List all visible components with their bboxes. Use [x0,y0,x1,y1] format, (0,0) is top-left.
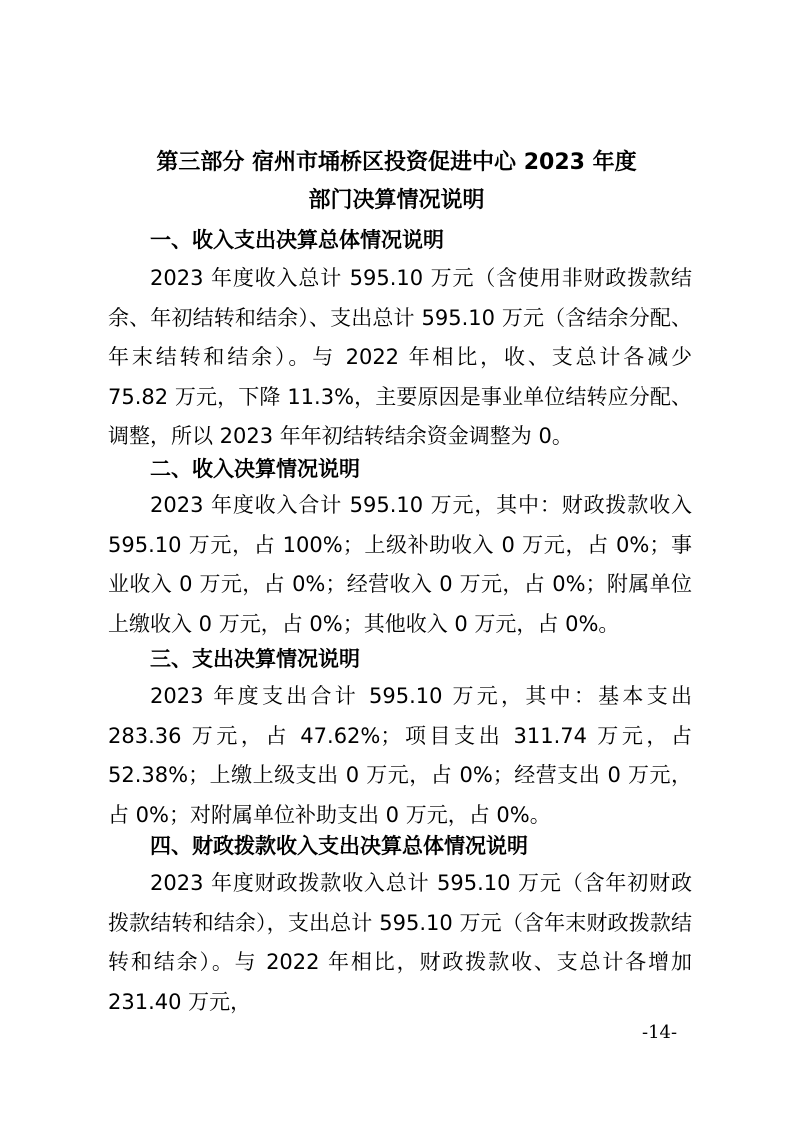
page-number: -14- [642,1022,678,1043]
section-paragraph-fiscal-appropriation: 2023 年度财政拨款收入总计 595.10 万元（含年初财政拨款结转和结余），支出总计 595.10 万元（含年末财政拨款结转和结余）。与 2022 年相比，财政拨款收、支总计各增加 231.40 万元， [108,871,692,1014]
section-paragraph-income: 2023 年度收入合计 595.10 万元，其中：财政拨款收入 595.10 万元，占 100%；上级补助收入 0 万元，占 0%；事业收入 0 万元，占 0%；经营收入 0 万元，占 0%；附属单位上缴收入 0 万元，占 0%；其他收入 0 万元，占 0%。 [108,493,692,636]
document-title-line-2: 部门决算情况说明 [308,188,485,213]
document-title-line-1: 第三部分 宿州市埇桥区投资促进中心 2023 年度 [156,150,637,175]
section-heading-income: 二、收入决算情况说明 [150,457,360,481]
section-paragraph-overview: 2023 年度收入总计 595.10 万元（含使用非财政拨款结余、年初结转和结余）、支出总计 595.10 万元（含结余分配、年末结转和结余）。与 2022 年相比，收、支总计各减少 75.82 万元，下降 11.3%，主要原因是事业单位结转应分配、调整，所以 2023 年年初结转结余资金调整为 0。 [108,266,692,448]
section-paragraph-expenditure: 2023 年度支出合计 595.10 万元，其中：基本支出 283.36 万元，占 47.62%；项目支出 311.74 万元，占 52.38%；上缴上级支出 0 万元，占 0%；经营支出 0 万元，占 0%；对附属单位补助支出 0 万元，占 0%。 [108,684,692,827]
section-heading-fiscal-appropriation: 四、财政拨款收入支出决算总体情况说明 [150,834,528,858]
section-heading-overview: 一、收入支出决算总体情况说明 [150,228,444,252]
section-heading-expenditure: 三、支出决算情况说明 [150,647,360,671]
